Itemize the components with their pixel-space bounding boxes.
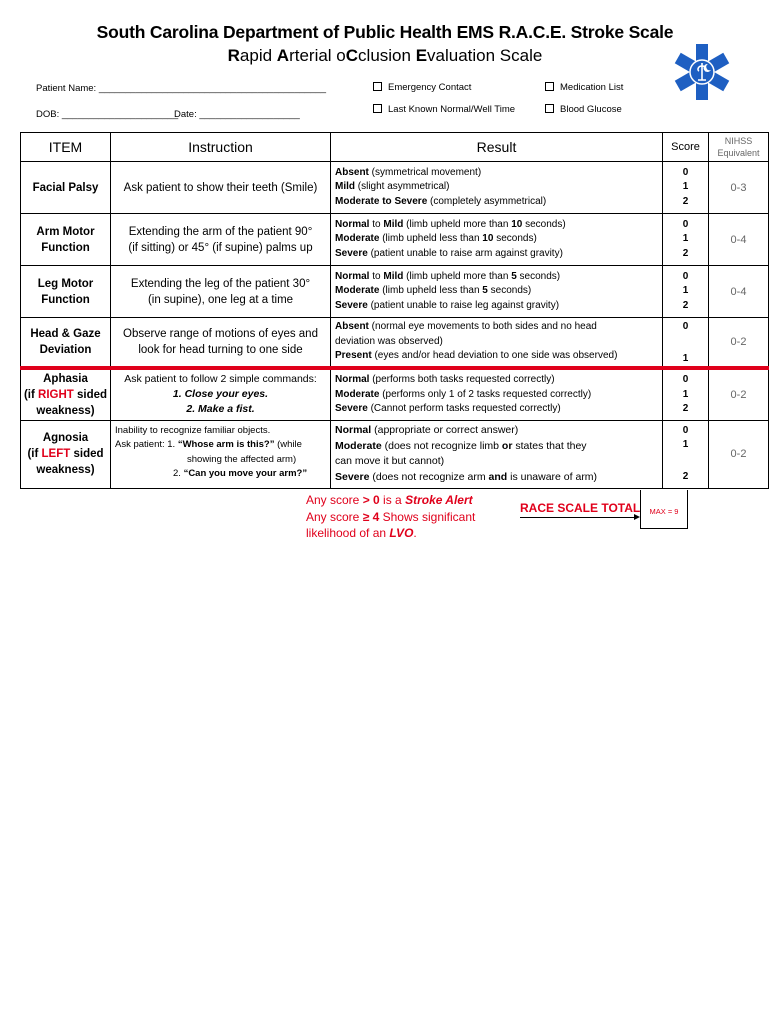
result-cell: Normal to Mild (limb upheld more than 10 seconds) Moderate (limb upheld less than 10 seconds) Severe (patient unable to raise arm against gravity) — [331, 214, 663, 266]
score-cell[interactable]: 0 1 2 — [663, 266, 709, 318]
item-leg-motor: Leg Motor Function — [21, 266, 111, 318]
total-score-box[interactable]: MAX = 9 — [640, 490, 688, 529]
score-cell[interactable]: 0 1 — [663, 318, 709, 369]
emergency-contact-label: Emergency Contact — [388, 82, 472, 93]
document-subtitle: Rapid Arterial oCclusion Evaluation Scale — [227, 46, 543, 65]
blood-glucose-checkbox[interactable] — [545, 104, 622, 115]
instruction-cell: Inability to recognize familiar objects. Ask patient: 1. “Whose arm is this?” (while showing the affected arm) 2. “Can you move your arm?” — [111, 420, 331, 488]
table-row — [21, 214, 769, 266]
instruction-cell: Extending the arm of the patient 90° (if sitting) or 45° (if supine) palms up — [111, 214, 331, 266]
score-cell[interactable]: 0 1 2 — [663, 162, 709, 214]
race-scale-table — [20, 132, 769, 489]
col-header-instruction: Instruction — [111, 133, 331, 162]
table-row — [21, 318, 769, 369]
result-cell: Absent (symmetrical movement) Mild (slight asymmetrical) Moderate to Severe (completely asymmetrical) — [331, 162, 663, 214]
date-field[interactable]: Date: ___________________ — [174, 109, 300, 120]
score-interpretation-note: Any score > 0 is a Stroke Alert Any score ≥ 4 Shows significant likelihood of an LVO. — [306, 493, 476, 540]
item-head-gaze: Head & Gaze Deviation — [21, 318, 111, 369]
item-facial-palsy: Facial Palsy — [21, 162, 111, 214]
table-row — [21, 368, 769, 420]
col-header-nihss: NIHSS Equivalent — [709, 133, 769, 162]
score-cell[interactable]: 0 1 2 — [663, 368, 709, 420]
score-cell[interactable]: 0 1 2 — [663, 420, 709, 488]
score-cell[interactable]: 0 1 2 — [663, 214, 709, 266]
result-cell: Normal (appropriate or correct answer) Moderate (does not recognize limb or states that they can move it but cannot) Severe (does not recognize arm and is unaware of arm) — [331, 420, 663, 488]
col-header-score: Score — [663, 133, 709, 162]
last-known-well-checkbox[interactable] — [373, 104, 515, 115]
instruction-cell: Ask patient to show their teeth (Smile) — [111, 162, 331, 214]
instruction-cell: Observe range of motions of eyes and look for head turning to one side — [111, 318, 331, 369]
table-row — [21, 162, 769, 214]
medication-list-label: Medication List — [560, 82, 624, 93]
patient-name-field[interactable]: Patient Name: ___________________________________________ — [36, 83, 327, 94]
last-known-well-label: Last Known Normal/Well Time — [388, 104, 516, 115]
nihss-cell: 0-2 — [709, 318, 769, 369]
document-title: South Carolina Department of Public Health EMS R.A.C.E. Stroke Scale — [96, 22, 674, 42]
table-row — [21, 420, 769, 488]
col-header-result: Result — [331, 133, 663, 162]
table-header-row — [21, 133, 769, 162]
item-agnosia: Agnosia (if LEFT sided weakness) — [21, 420, 111, 488]
item-aphasia: Aphasia (if RIGHT sided weakness) — [21, 368, 111, 420]
instruction-cell: Extending the leg of the patient 30° (in supine), one leg at a time — [111, 266, 331, 318]
nihss-cell: 0-4 — [709, 266, 769, 318]
nihss-cell: 0-4 — [709, 214, 769, 266]
table-row — [21, 266, 769, 318]
race-scale-total-label: RACE SCALE TOTAL — [520, 501, 641, 515]
medication-list-checkbox[interactable] — [545, 82, 623, 93]
instruction-cell: Ask patient to follow 2 simple commands: 1. Close your eyes. 2. Make a fist. — [111, 368, 331, 420]
emergency-contact-checkbox[interactable] — [373, 82, 471, 93]
blood-glucose-label: Blood Glucose — [560, 104, 622, 115]
star-of-life-icon — [672, 42, 732, 102]
result-cell: Normal (performs both tasks requested correctly) Moderate (performs only 1 of 2 tasks requested correctly) Severe (Cannot perform tasks requested correctly) — [331, 368, 663, 420]
nihss-cell: 0-2 — [709, 420, 769, 488]
col-header-item: ITEM — [21, 133, 111, 162]
dob-field[interactable]: DOB: ______________________ — [36, 109, 179, 120]
result-cell: Absent (normal eye movements to both sides and no head deviation was observed) Present (eyes and/or head deviation to one side was observed) — [331, 318, 663, 369]
result-cell: Normal to Mild (limb upheld more than 5 seconds) Moderate (limb upheld less than 5 seconds) Severe (patient unable to raise leg against gravity) — [331, 266, 663, 318]
nihss-cell: 0-2 — [709, 368, 769, 420]
arrow-line — [520, 517, 638, 518]
nihss-cell: 0-3 — [709, 162, 769, 214]
item-arm-motor: Arm Motor Function — [21, 214, 111, 266]
